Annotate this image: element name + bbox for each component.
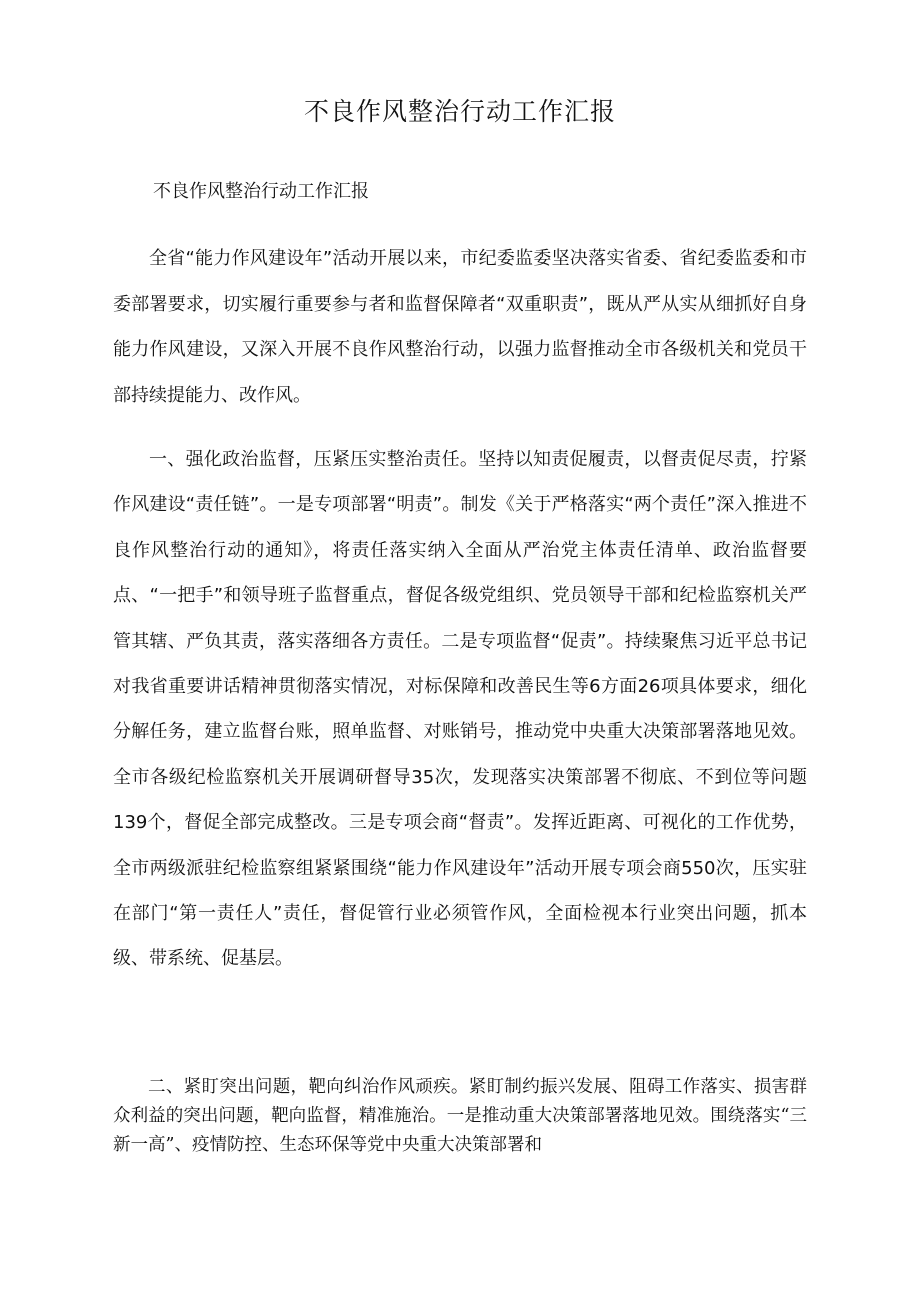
- document-subtitle: 不良作风整治行动工作汇报: [153, 181, 369, 202]
- document-title: 不良作风整治行动工作汇报: [303, 97, 616, 126]
- paragraph-section-2: 二、紧盯突出问题，靶向纠治作风顽疾。紧盯制约振兴发展、阻碍工作落实、损害群众利益的突出问题，靶向监督，精准施治。一是推动重大决策部署落地见效。围绕落实“三新一高”、疫情防控、生态环保等党中央重大决策部署和: [113, 1077, 807, 1155]
- paragraph-section-1: 一、强化政治监督，压紧压实整治责任。坚持以知责促履责，以督责促尽责，拧紧作风建设“责任链”。一是专项部署“明责”。制发《关于严格落实“两个责任”深入推进不良作风整治行动的通知》，将责任落实纳入全面从严治党主体责任清单、政治监督要点、“一把手”和领导班子监督重点，督促各级党组织、党员领导干部和纪检监察机关严管其辖、严负其责，落实落细各方责任。二是专项监督“促责”。持续聚焦习近平总书记对我省重要讲话精神贯彻落实情况，对标保障和改善民生等6方面26项具体要求，细化分解任务，建立监督台账，照单监督、对账销号，推动党中央重大决策部署落地见效。全市各级纪检监察机关开展调研督导35次，发现落实决策部署不彻底、不到位等问题139个，督促全部完成整改。三是专项会商“督责”。发挥近距离、可视化的工作优势，全市两级派驻纪检监察组紧紧围绕“能力作风建设年”活动开展专项会商550次，压实驻在部门“第一责任人”责任，督促管行业必须管作风，全面检视本行业突出问题，抓本级、带系统、促基层。: [113, 449, 807, 970]
- paragraph-intro: 全省“能力作风建设年”活动开展以来，市纪委监委坚决落实省委、省纪委监委和市委部署要求，切实履行重要参与者和监督保障者“双重职责”，既从严从实从细抓好自身能力作风建设，又深入开展不良作风整治行动，以强力监督推动全市各级机关和党员干部持续提能力、改作风。: [113, 248, 807, 406]
